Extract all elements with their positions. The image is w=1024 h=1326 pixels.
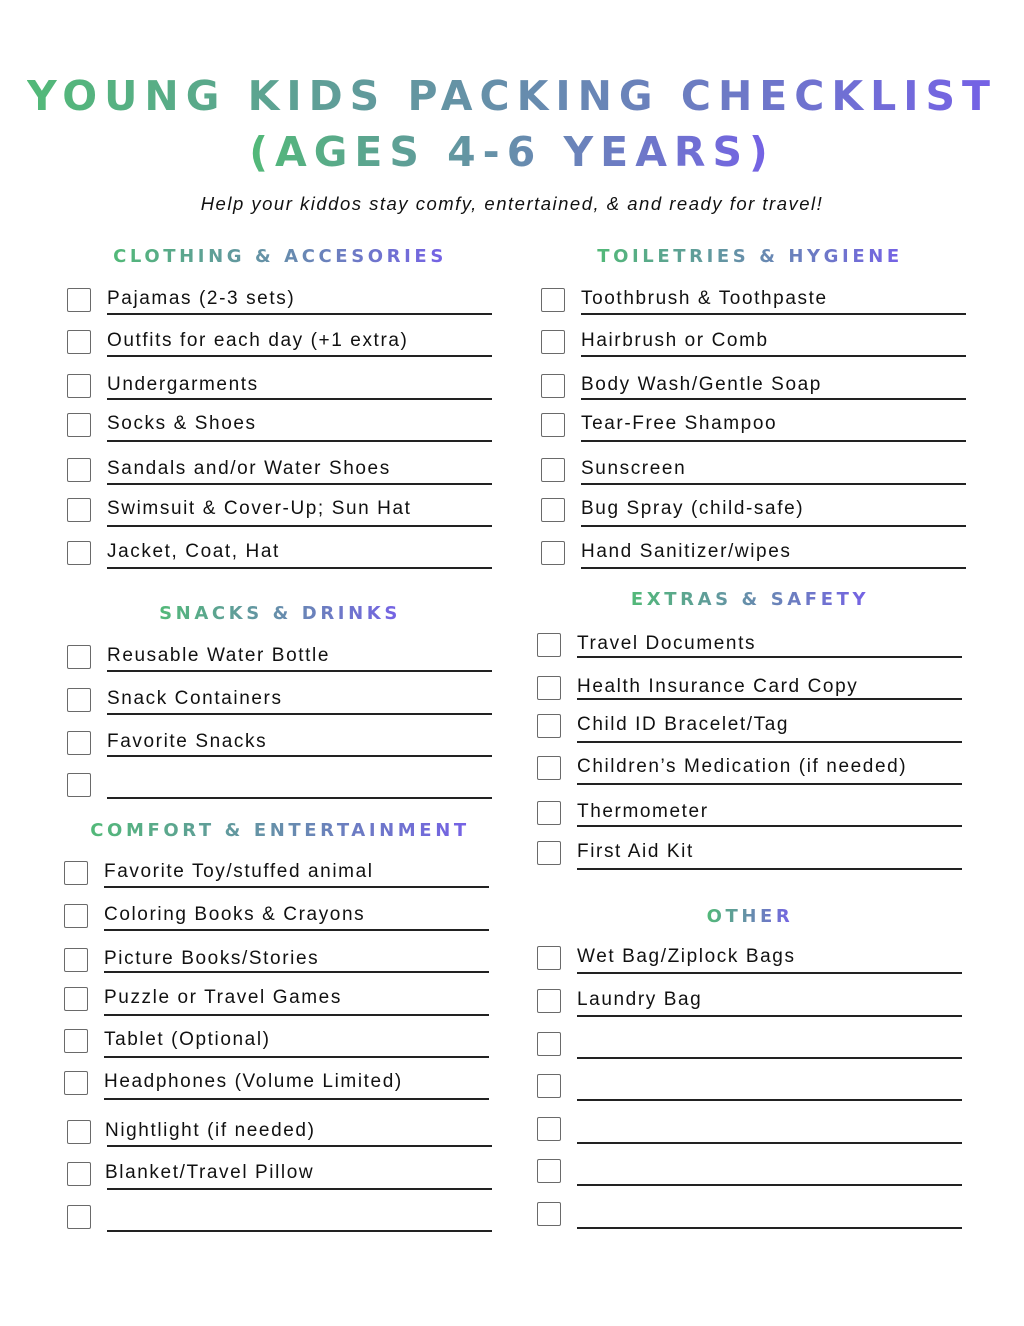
item-label: Undergarments xyxy=(107,374,259,395)
checkbox[interactable] xyxy=(537,989,561,1013)
item-label: Picture Books/Stories xyxy=(104,948,320,969)
write-in-line xyxy=(104,929,489,931)
checkbox[interactable] xyxy=(67,498,91,522)
checkbox[interactable] xyxy=(541,374,565,398)
write-in-line xyxy=(104,1098,489,1100)
write-in-line xyxy=(107,1188,492,1190)
section-heading-other: OTHER xyxy=(706,906,794,927)
blank-entry[interactable] xyxy=(577,1159,962,1181)
checkbox[interactable] xyxy=(537,633,561,657)
checkbox[interactable] xyxy=(537,1202,561,1226)
item-label: Headphones (Volume Limited) xyxy=(104,1071,403,1092)
checkbox[interactable] xyxy=(67,374,91,398)
section-heading-clothing: CLOTHING & ACCESORIES xyxy=(113,246,447,267)
write-in-line xyxy=(577,1099,962,1101)
write-in-line xyxy=(581,440,966,442)
checkbox[interactable] xyxy=(537,676,561,700)
checkbox[interactable] xyxy=(67,1205,91,1229)
item-label: Hand Sanitizer/wipes xyxy=(581,541,792,562)
write-in-line xyxy=(107,1230,492,1232)
item-label: Sunscreen xyxy=(581,458,687,479)
section-heading-toiletries: TOILETRIES & HYGIENE xyxy=(597,246,903,267)
item-label: Sandals and/or Water Shoes xyxy=(107,458,391,479)
checkbox[interactable] xyxy=(537,946,561,970)
checkbox[interactable] xyxy=(537,756,561,780)
item-label: Nightlight (if needed) xyxy=(105,1120,316,1141)
checkbox[interactable] xyxy=(537,1117,561,1141)
checkbox[interactable] xyxy=(537,801,561,825)
write-in-line xyxy=(107,440,492,442)
item-label: Favorite Toy/stuffed animal xyxy=(104,861,374,882)
write-in-line xyxy=(104,886,489,888)
write-in-line xyxy=(107,483,492,485)
checkbox[interactable] xyxy=(64,861,88,885)
checkbox[interactable] xyxy=(537,1159,561,1183)
item-label: Coloring Books & Crayons xyxy=(104,904,366,925)
write-in-line xyxy=(581,355,966,357)
item-label: Snack Containers xyxy=(107,688,283,709)
checkbox[interactable] xyxy=(64,1071,88,1095)
write-in-line xyxy=(104,971,489,973)
subtitle: Help your kiddos stay comfy, entertained, & and ready for travel! xyxy=(200,193,824,214)
checkbox[interactable] xyxy=(67,541,91,565)
checkbox[interactable] xyxy=(64,1029,88,1053)
checkbox[interactable] xyxy=(67,773,91,797)
write-in-line xyxy=(107,398,492,400)
write-in-line xyxy=(104,1056,489,1058)
write-in-line xyxy=(581,398,966,400)
blank-entry[interactable] xyxy=(577,1117,962,1139)
checkbox[interactable] xyxy=(64,904,88,928)
checkbox[interactable] xyxy=(541,458,565,482)
write-in-line xyxy=(107,567,492,569)
blank-entry[interactable] xyxy=(577,1202,962,1224)
checkbox[interactable] xyxy=(64,987,88,1011)
item-label: Child ID Bracelet/Tag xyxy=(577,714,790,735)
write-in-line xyxy=(577,972,962,974)
section-heading-snacks: SNACKS & DRINKS xyxy=(159,603,401,624)
checkbox[interactable] xyxy=(537,714,561,738)
write-in-line xyxy=(581,567,966,569)
item-label: Travel Documents xyxy=(577,633,757,654)
write-in-line xyxy=(581,313,966,315)
checkbox[interactable] xyxy=(64,948,88,972)
checkbox[interactable] xyxy=(541,413,565,437)
checkbox[interactable] xyxy=(67,645,91,669)
section-heading-comfort: COMFORT & ENTERTAINMENT xyxy=(90,820,470,841)
checkbox[interactable] xyxy=(541,498,565,522)
item-label: Children’s Medication (if needed) xyxy=(577,756,908,777)
write-in-line xyxy=(581,525,966,527)
write-in-line xyxy=(577,1184,962,1186)
checkbox[interactable] xyxy=(67,731,91,755)
checkbox[interactable] xyxy=(537,1032,561,1056)
title-line-2: (AGES 4-6 YEARS) xyxy=(249,128,775,176)
item-label: Jacket, Coat, Hat xyxy=(107,541,280,562)
item-label: Laundry Bag xyxy=(577,989,703,1010)
write-in-line xyxy=(577,1142,962,1144)
item-label: Favorite Snacks xyxy=(107,731,268,752)
write-in-line xyxy=(581,483,966,485)
section-heading-extras: EXTRAS & SAFETY xyxy=(630,589,870,610)
write-in-line xyxy=(107,1145,492,1147)
item-label: Thermometer xyxy=(577,801,709,822)
checkbox[interactable] xyxy=(541,288,565,312)
checkbox[interactable] xyxy=(541,541,565,565)
blank-entry[interactable] xyxy=(105,1205,490,1227)
checkbox[interactable] xyxy=(537,1074,561,1098)
title-line-1: YOUNG KIDS PACKING CHECKLIST xyxy=(27,72,997,120)
write-in-line xyxy=(577,698,962,700)
write-in-line xyxy=(577,1057,962,1059)
write-in-line xyxy=(107,755,492,757)
checkbox[interactable] xyxy=(67,688,91,712)
write-in-line xyxy=(577,868,962,870)
write-in-line xyxy=(107,525,492,527)
checkbox[interactable] xyxy=(67,1162,91,1186)
item-label: Puzzle or Travel Games xyxy=(104,987,342,1008)
item-label: First Aid Kit xyxy=(577,841,694,862)
write-in-line xyxy=(107,355,492,357)
checkbox[interactable] xyxy=(541,330,565,354)
write-in-line xyxy=(577,783,962,785)
write-in-line xyxy=(577,825,962,827)
item-label: Hairbrush or Comb xyxy=(581,330,769,351)
item-label: Socks & Shoes xyxy=(107,413,257,434)
write-in-line xyxy=(107,713,492,715)
checkbox[interactable] xyxy=(67,458,91,482)
item-label: Toothbrush & Toothpaste xyxy=(581,288,828,309)
checkbox[interactable] xyxy=(537,841,561,865)
item-label: Wet Bag/Ziplock Bags xyxy=(577,946,796,967)
item-label: Bug Spray (child-safe) xyxy=(581,498,805,519)
item-label: Blanket/Travel Pillow xyxy=(105,1162,315,1183)
checkbox[interactable] xyxy=(67,413,91,437)
write-in-line xyxy=(107,313,492,315)
blank-entry[interactable] xyxy=(577,1074,962,1096)
write-in-line xyxy=(577,1227,962,1229)
item-label: Health Insurance Card Copy xyxy=(577,676,859,697)
write-in-line xyxy=(107,670,492,672)
blank-entry[interactable] xyxy=(577,1032,962,1054)
item-label: Tablet (Optional) xyxy=(104,1029,271,1050)
item-label: Outfits for each day (+1 extra) xyxy=(107,330,409,351)
checkbox[interactable] xyxy=(67,1120,91,1144)
blank-entry[interactable] xyxy=(107,773,492,795)
item-label: Swimsuit & Cover-Up; Sun Hat xyxy=(107,498,412,519)
item-label: Pajamas (2-3 sets) xyxy=(107,288,296,309)
checkbox[interactable] xyxy=(67,330,91,354)
write-in-line xyxy=(577,656,962,658)
write-in-line xyxy=(104,1014,489,1016)
write-in-line xyxy=(107,797,492,799)
item-label: Tear-Free Shampoo xyxy=(581,413,778,434)
write-in-line xyxy=(577,1015,962,1017)
item-label: Body Wash/Gentle Soap xyxy=(581,374,822,395)
write-in-line xyxy=(577,741,962,743)
item-label: Reusable Water Bottle xyxy=(107,645,330,666)
checkbox[interactable] xyxy=(67,288,91,312)
